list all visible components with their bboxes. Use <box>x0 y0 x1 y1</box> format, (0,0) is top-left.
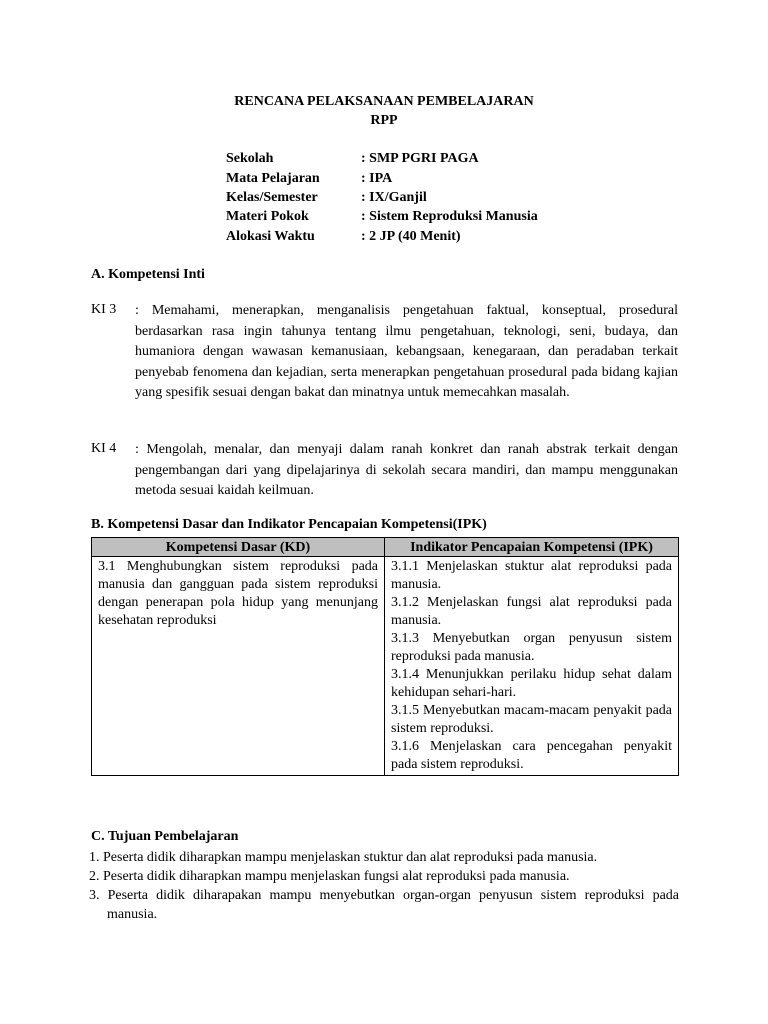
ipk-item: 3.1.4 Menunjukkan perilaku hidup sehat dalam kehidupan sehari-hari. <box>391 667 672 700</box>
ki3-text: : Memahami, menerapkan, menganalisis pengetahuan faktual, konseptual, prosedural berdasarkan rasa ingin tahunya tentang ilmu pengetahuan, teknologi, seni, budaya, dan humaniora dengan wawasan kemanusiaan, kebangsaan, kenegaraan, dan peradaban terkait penyebab fenomena dan kejadian, serta menerapkan pengetahuan prosedural pada bidang kajian yang spesifik sesuai dengan bakat dan minatnya untuk memecahkan masalah. <box>135 303 678 400</box>
ipk-item: 3.1.5 Menyebutkan macam-macam penyakit pada sistem reproduksi. <box>391 703 672 736</box>
ipk-item: 3.1.2 Menjelaskan fungsi alat reproduksi pada manusia. <box>391 595 672 628</box>
section-a-heading: A. Kompetensi Inti <box>91 267 205 282</box>
identity-value: : Sistem Reproduksi Manusia <box>361 209 538 224</box>
list-item: 3. Peserta didik diharapakan mampu menyebutkan organ-organ penyusun sistem reproduksi pada manusia. <box>89 888 679 922</box>
ki3-label: KI 3 <box>91 302 117 317</box>
identity-label: Mata Pelajaran <box>226 171 320 186</box>
ki4-text: : Mengolah, menalar, dan menyaji dalam ranah konkret dan ranah abstrak terkait dengan pengembangan dari yang dipelajarinya di sekolah secara mandiri, dan mampu menggunakan metoda sesuai kaidah keilmuan. <box>135 442 678 498</box>
column-header-ipk: Indikator Pencapaian Kompetensi (IPK) <box>385 538 679 557</box>
identity-label: Sekolah <box>226 151 274 166</box>
list-item: 2. Peserta didik diharapkan mampu menjelaskan fungsi alat reproduksi pada manusia. <box>89 869 570 884</box>
tujuan-list <box>89 848 679 924</box>
table-header-row <box>92 538 679 557</box>
ipk-item: 3.1.6 Menjelaskan cara pencegahan penyakit pada sistem reproduksi. <box>391 739 672 772</box>
section-c-heading: C. Tujuan Pembelajaran <box>91 829 239 844</box>
table-row <box>92 557 679 776</box>
identity-value: : SMP PGRI PAGA <box>361 151 479 166</box>
ipk-item: 3.1.1 Menjelaskan stuktur alat reproduksi pada manusia. <box>391 559 672 592</box>
list-item: 1. Peserta didik diharapkan mampu menjelaskan stuktur dan alat reproduksi pada manusia. <box>89 850 598 865</box>
identity-label: Materi Pokok <box>226 209 309 224</box>
identity-value: : 2 JP (40 Menit) <box>361 229 461 244</box>
section-b-heading: B. Kompetensi Dasar dan Indikator Pencapaian Kompetensi(IPK) <box>91 517 487 532</box>
identity-label: Kelas/Semester <box>226 190 318 205</box>
column-header-kd: Kompetensi Dasar (KD) <box>92 538 385 557</box>
document-subtitle: RPP <box>370 113 398 128</box>
kd-ipk-table <box>91 537 679 776</box>
identity-label: Alokasi Waktu <box>226 229 315 244</box>
ipk-cell <box>385 557 679 776</box>
identity-value: : IPA <box>361 171 393 186</box>
ipk-item: 3.1.3 Menyebutkan organ penyusun sistem reproduksi pada manusia. <box>391 631 672 664</box>
kd-cell: 3.1 Menghubungkan sistem reproduksi pada manusia dan gangguan pada sistem reproduksi dengan penerapan pola hidup yang menunjang kesehatan reproduksi <box>92 557 385 776</box>
document-title: RENCANA PELAKSANAAN PEMBELAJARAN <box>234 94 534 109</box>
identity-value: : IX/Ganjil <box>361 190 427 205</box>
ki4-label: KI 4 <box>91 441 117 456</box>
